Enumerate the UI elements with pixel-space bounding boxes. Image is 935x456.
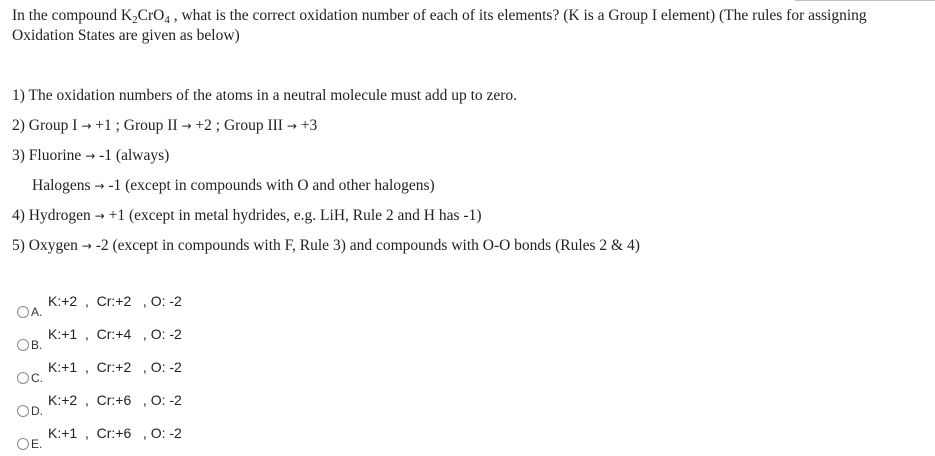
option-text: K:+2 , Cr:+6 , O: -2 [48,392,182,408]
option-e[interactable] [17,425,277,453]
question-subscript: 4 [164,14,170,26]
rule-text: -2 (except in compounds with F, Rule 3) and compounds with O-O bonds (Rules 2 & 4) [91,237,640,254]
option-c[interactable] [17,359,277,387]
option-letter: E. [31,437,43,451]
arrow-icon: → [94,179,105,193]
question-subscript: 2 [132,14,138,26]
rule-text: -1 (always) [95,147,170,164]
rule-text: +2 ; Group III [191,117,287,134]
rule-text: Halogens [32,177,95,194]
rule-2 [12,116,317,136]
arrow-icon: → [85,149,96,163]
rule-text: +1 (except in metal hydrides, e.g. LiH, Rule 2 and H has -1) [104,207,482,224]
option-letter: D. [31,404,43,418]
arrow-icon: → [81,239,92,253]
rule-text: 1) The oxidation numbers of the atoms in a neutral molecule must add up to zero. [12,87,518,104]
question-part: , what is the correct oxidation number of each of its elements? (K is a Group I element) (The rules for assigning Oxidation States are given as below) [12,7,867,44]
rule-1 [12,86,517,106]
option-b[interactable] [17,326,277,354]
option-text: K:+1 , Cr:+6 , O: -2 [48,425,182,441]
option-text: K:+1 , Cr:+4 , O: -2 [48,326,182,342]
option-text: K:+1 , Cr:+2 , O: -2 [48,359,182,375]
rule-3-halogens [32,176,435,196]
radio-button[interactable] [17,405,29,417]
option-d[interactable] [17,392,277,420]
option-letter: B. [31,338,43,352]
radio-button[interactable] [17,372,29,384]
question-text [12,6,922,46]
radio-button[interactable] [17,306,29,318]
rule-4 [12,206,482,226]
radio-button[interactable] [17,339,29,351]
rule-text: 2) Group I [12,117,82,134]
option-a[interactable] [17,293,277,321]
radio-button[interactable] [17,438,29,450]
top-divider [795,0,935,1]
rule-text: 5) Oxygen [12,237,82,254]
option-letter: C. [31,371,43,385]
rule-5 [12,236,640,256]
rule-text: -1 (except in compounds with O and other halogens) [104,177,435,194]
arrow-icon: → [181,119,192,133]
arrow-icon: → [94,209,105,223]
arrow-icon: → [81,119,92,133]
question-part: In the compound K [12,7,133,24]
rule-text: 3) Fluorine [12,147,86,164]
arrow-icon: → [286,119,297,133]
option-letter: A. [31,305,43,319]
rule-text: +3 [296,117,318,134]
rule-text: +1 ; Group II [91,117,182,134]
option-text: K:+2 , Cr:+2 , O: -2 [48,293,182,309]
rule-3 [12,146,169,166]
rule-text: 4) Hydrogen [12,207,95,224]
question-part: CrO [137,7,165,24]
